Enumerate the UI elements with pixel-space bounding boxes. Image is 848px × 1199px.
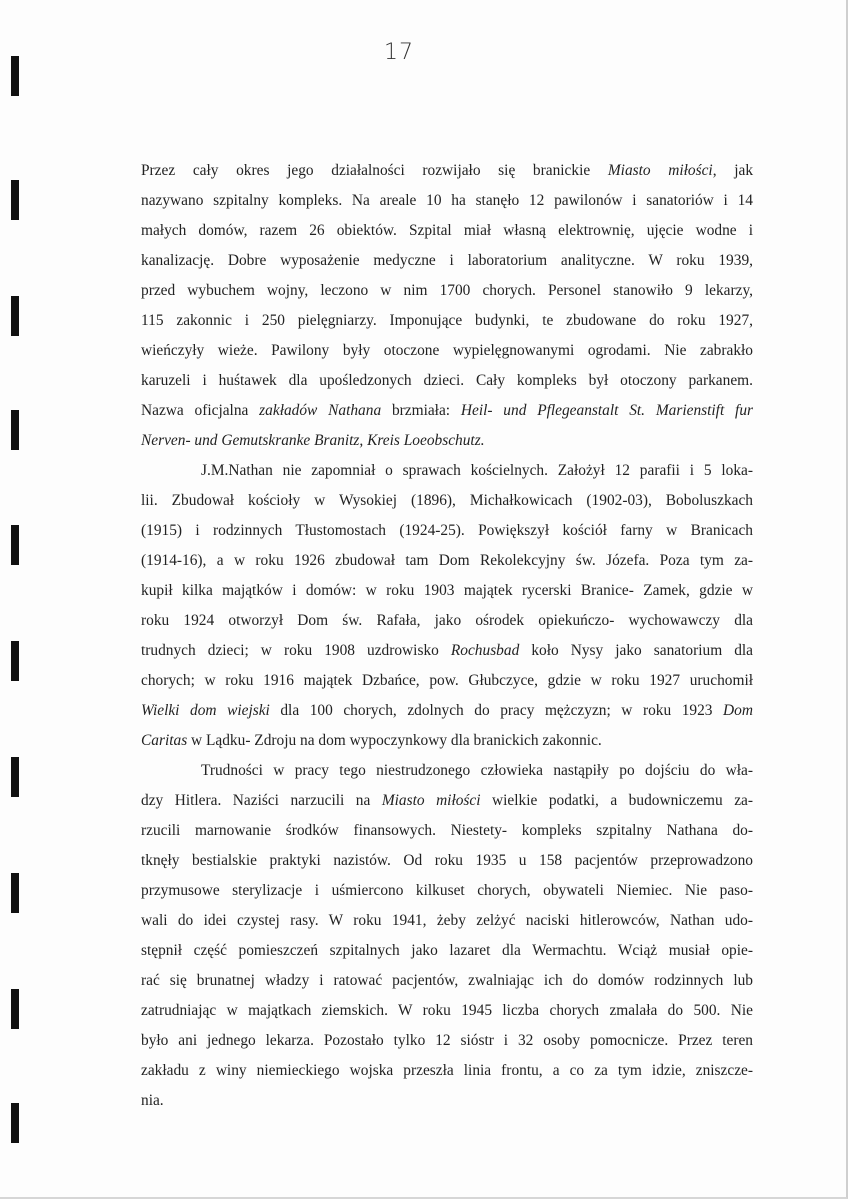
text-line	[141, 696, 753, 726]
text-line	[141, 366, 753, 396]
text-segment: nazywano szpitalny kompleks. Na areale 10 ha stanęło 12 pawilonów i sanatoriów i 14	[141, 192, 753, 209]
text-segment: nia.	[141, 1092, 164, 1109]
punch-hole-mark	[11, 296, 19, 336]
punch-hole-mark	[11, 757, 19, 797]
text-line	[141, 516, 753, 546]
text-segment: trudnych dzieci; w roku 1908 uzdrowisko	[141, 642, 451, 659]
text-line	[141, 966, 753, 996]
text-segment: (1914-16), a w roku 1926 zbudował tam Dom Rekolekcyjny św. Józefa. Poza tym za-	[141, 552, 753, 569]
text-segment: (1915) i rodzinnych Tłustomostach (1924-25). Powiększył kościół farny w Branicach	[141, 522, 753, 539]
text-line	[141, 606, 753, 636]
text-segment: kanalizację. Dobre wyposażenie medyczne i laboratorium analityczne. W roku 1939,	[141, 252, 753, 269]
text-segment: karuzeli i huśtawek dla upośledzonych dzieci. Cały kompleks był otoczony parkanem.	[141, 372, 753, 389]
text-segment: wielkie podatki, a budowniczemu za-	[480, 792, 753, 809]
text-line	[141, 336, 753, 366]
text-segment: zakładu z winy niemieckiego wojska przeszła linia frontu, a co za tym idzie, zniszcze-	[141, 1062, 753, 1079]
text-segment: kupił kilka majątków i domów: w roku 1903 majątek rycerski Branice- Zamek, gdzie w	[141, 582, 753, 599]
text-segment: małych domów, razem 26 obiektów. Szpital miał własną elektrownię, ujęcie wodne i	[141, 222, 753, 239]
punch-hole-mark	[11, 410, 19, 450]
text-line	[141, 1056, 753, 1086]
page-number: 17	[384, 40, 414, 65]
text-line	[141, 666, 753, 696]
paragraph	[141, 156, 753, 456]
text-segment: brzmiała:	[381, 402, 461, 419]
text-line	[141, 906, 753, 936]
text-segment: było ani jednego lekarza. Pozostało tylko 12 sióstr i 32 osoby pomocnicze. Przez teren	[141, 1032, 753, 1049]
text-line	[141, 546, 753, 576]
punch-hole-mark	[11, 56, 19, 96]
text-segment: rać się brunatnej władzy i ratować pacjentów, zwalniając ich do domów rodzinnych lub	[141, 972, 753, 989]
italic-text: Rochusbad	[450, 642, 520, 659]
text-segment: przed wybuchem wojny, leczono w nim 1700 chorych. Personel stanowiło 9 lekarzy,	[141, 282, 753, 299]
paragraph	[141, 756, 753, 1116]
text-segment: chorych; w roku 1916 majątek Dzbańce, pow. Głubczyce, gdzie w roku 1927 uruchomił	[141, 672, 753, 689]
text-line	[141, 876, 753, 906]
text-segment: J.M.Nathan nie zapomniał o sprawach kościelnych. Założył 12 parafii i 5 loka-	[201, 462, 753, 479]
text-segment: zatrudniając w majątkach ziemskich. W roku 1945 liczba chorych zmalała do 500. Nie	[141, 1002, 753, 1019]
text-segment: wieńczyły wieże. Pawilony były otoczone wypielęgnowanymi ogrodami. Nie zabrakło	[141, 342, 753, 359]
text-segment: 115 zakonnic i 250 pielęgniarzy. Imponujące budynki, te zbudowane do roku 1927,	[141, 312, 753, 329]
italic-text: zakładów Nathana	[259, 402, 382, 419]
text-segment: Trudności w pracy tego niestrudzonego człowieka nastąpiły po dojściu do wła-	[201, 762, 753, 779]
punch-hole-mark	[11, 180, 19, 220]
text-segment: roku 1924 otworzył Dom św. Rafała, jako ośrodek opiekuńczo- wychowawczy dla	[141, 612, 753, 629]
text-line	[141, 186, 753, 216]
italic-text: Caritas	[141, 732, 188, 749]
italic-text: Miasto miłości	[381, 792, 481, 809]
text-line	[141, 486, 753, 516]
text-segment: tknęły bestialskie praktyki nazistów. Od roku 1935 u 158 pacjentów przeprowadzono	[141, 852, 753, 869]
text-line	[141, 846, 753, 876]
text-segment: dzy Hitlera. Naziści narzucili na	[141, 792, 382, 809]
text-line	[141, 996, 753, 1026]
italic-text: Nerven- und Gemutskranke Branitz, Kreis Loeobschutz.	[141, 432, 485, 449]
text-segment: w Lądku- Zdroju na dom wypoczynkowy dla branickich zakonnic.	[187, 732, 602, 749]
text-line	[141, 276, 753, 306]
text-line	[141, 756, 753, 786]
text-line	[141, 456, 753, 486]
text-line	[141, 786, 753, 816]
text-line	[141, 306, 753, 336]
body-text	[141, 156, 753, 1116]
text-line	[141, 936, 753, 966]
text-segment: Nazwa oficjalna	[141, 402, 260, 419]
text-segment: lii. Zbudował kościoły w Wysokiej (1896), Michałkowicach (1902-03), Boboluszkach	[141, 492, 753, 509]
text-line	[141, 396, 753, 426]
text-segment: stępnił część pomieszczeń szpitalnych jako lazaret dla Wermachtu. Wciąż musiał opie-	[141, 942, 753, 959]
text-segment: koło Nysy jako sanatorium dla	[519, 642, 754, 659]
text-line	[141, 816, 753, 846]
text-line	[141, 1026, 753, 1056]
text-line	[141, 426, 753, 456]
text-segment: rzucili marnowanie środków finansowych. Niestety- kompleks szpitalny Nathana do-	[141, 822, 753, 839]
text-segment: Przez cały okres jego działalności rozwijało się branickie	[141, 162, 608, 179]
italic-text: Miasto miłości	[607, 162, 713, 179]
punch-hole-mark	[11, 873, 19, 913]
text-line	[141, 636, 753, 666]
italic-text: Heil- und Pflegeanstalt St. Marienstift fur	[460, 402, 753, 419]
text-line	[141, 156, 753, 186]
italic-text: Dom	[723, 702, 753, 719]
text-line	[141, 726, 753, 756]
punch-hole-mark	[11, 1103, 19, 1143]
punch-hole-mark	[11, 989, 19, 1029]
paragraph	[141, 456, 753, 756]
text-line	[141, 1086, 753, 1116]
text-line	[141, 576, 753, 606]
text-line	[141, 246, 753, 276]
text-segment: wali do idei czystej rasy. W roku 1941, żeby zelżyć naciski hitlerowców, Nathan udo-	[141, 912, 753, 929]
text-segment: , jak	[712, 162, 754, 179]
text-line	[141, 216, 753, 246]
punch-hole-mark	[11, 641, 19, 681]
text-segment: przymusowe sterylizacje i uśmiercono kilkuset chorych, obywateli Niemiec. Nie paso-	[141, 882, 753, 899]
punch-hole-mark	[11, 525, 19, 565]
text-segment: dla 100 chorych, zdolnych do pracy mężczyzn; w roku 1923	[269, 702, 724, 719]
italic-text: Wielki dom wiejski	[141, 702, 270, 719]
